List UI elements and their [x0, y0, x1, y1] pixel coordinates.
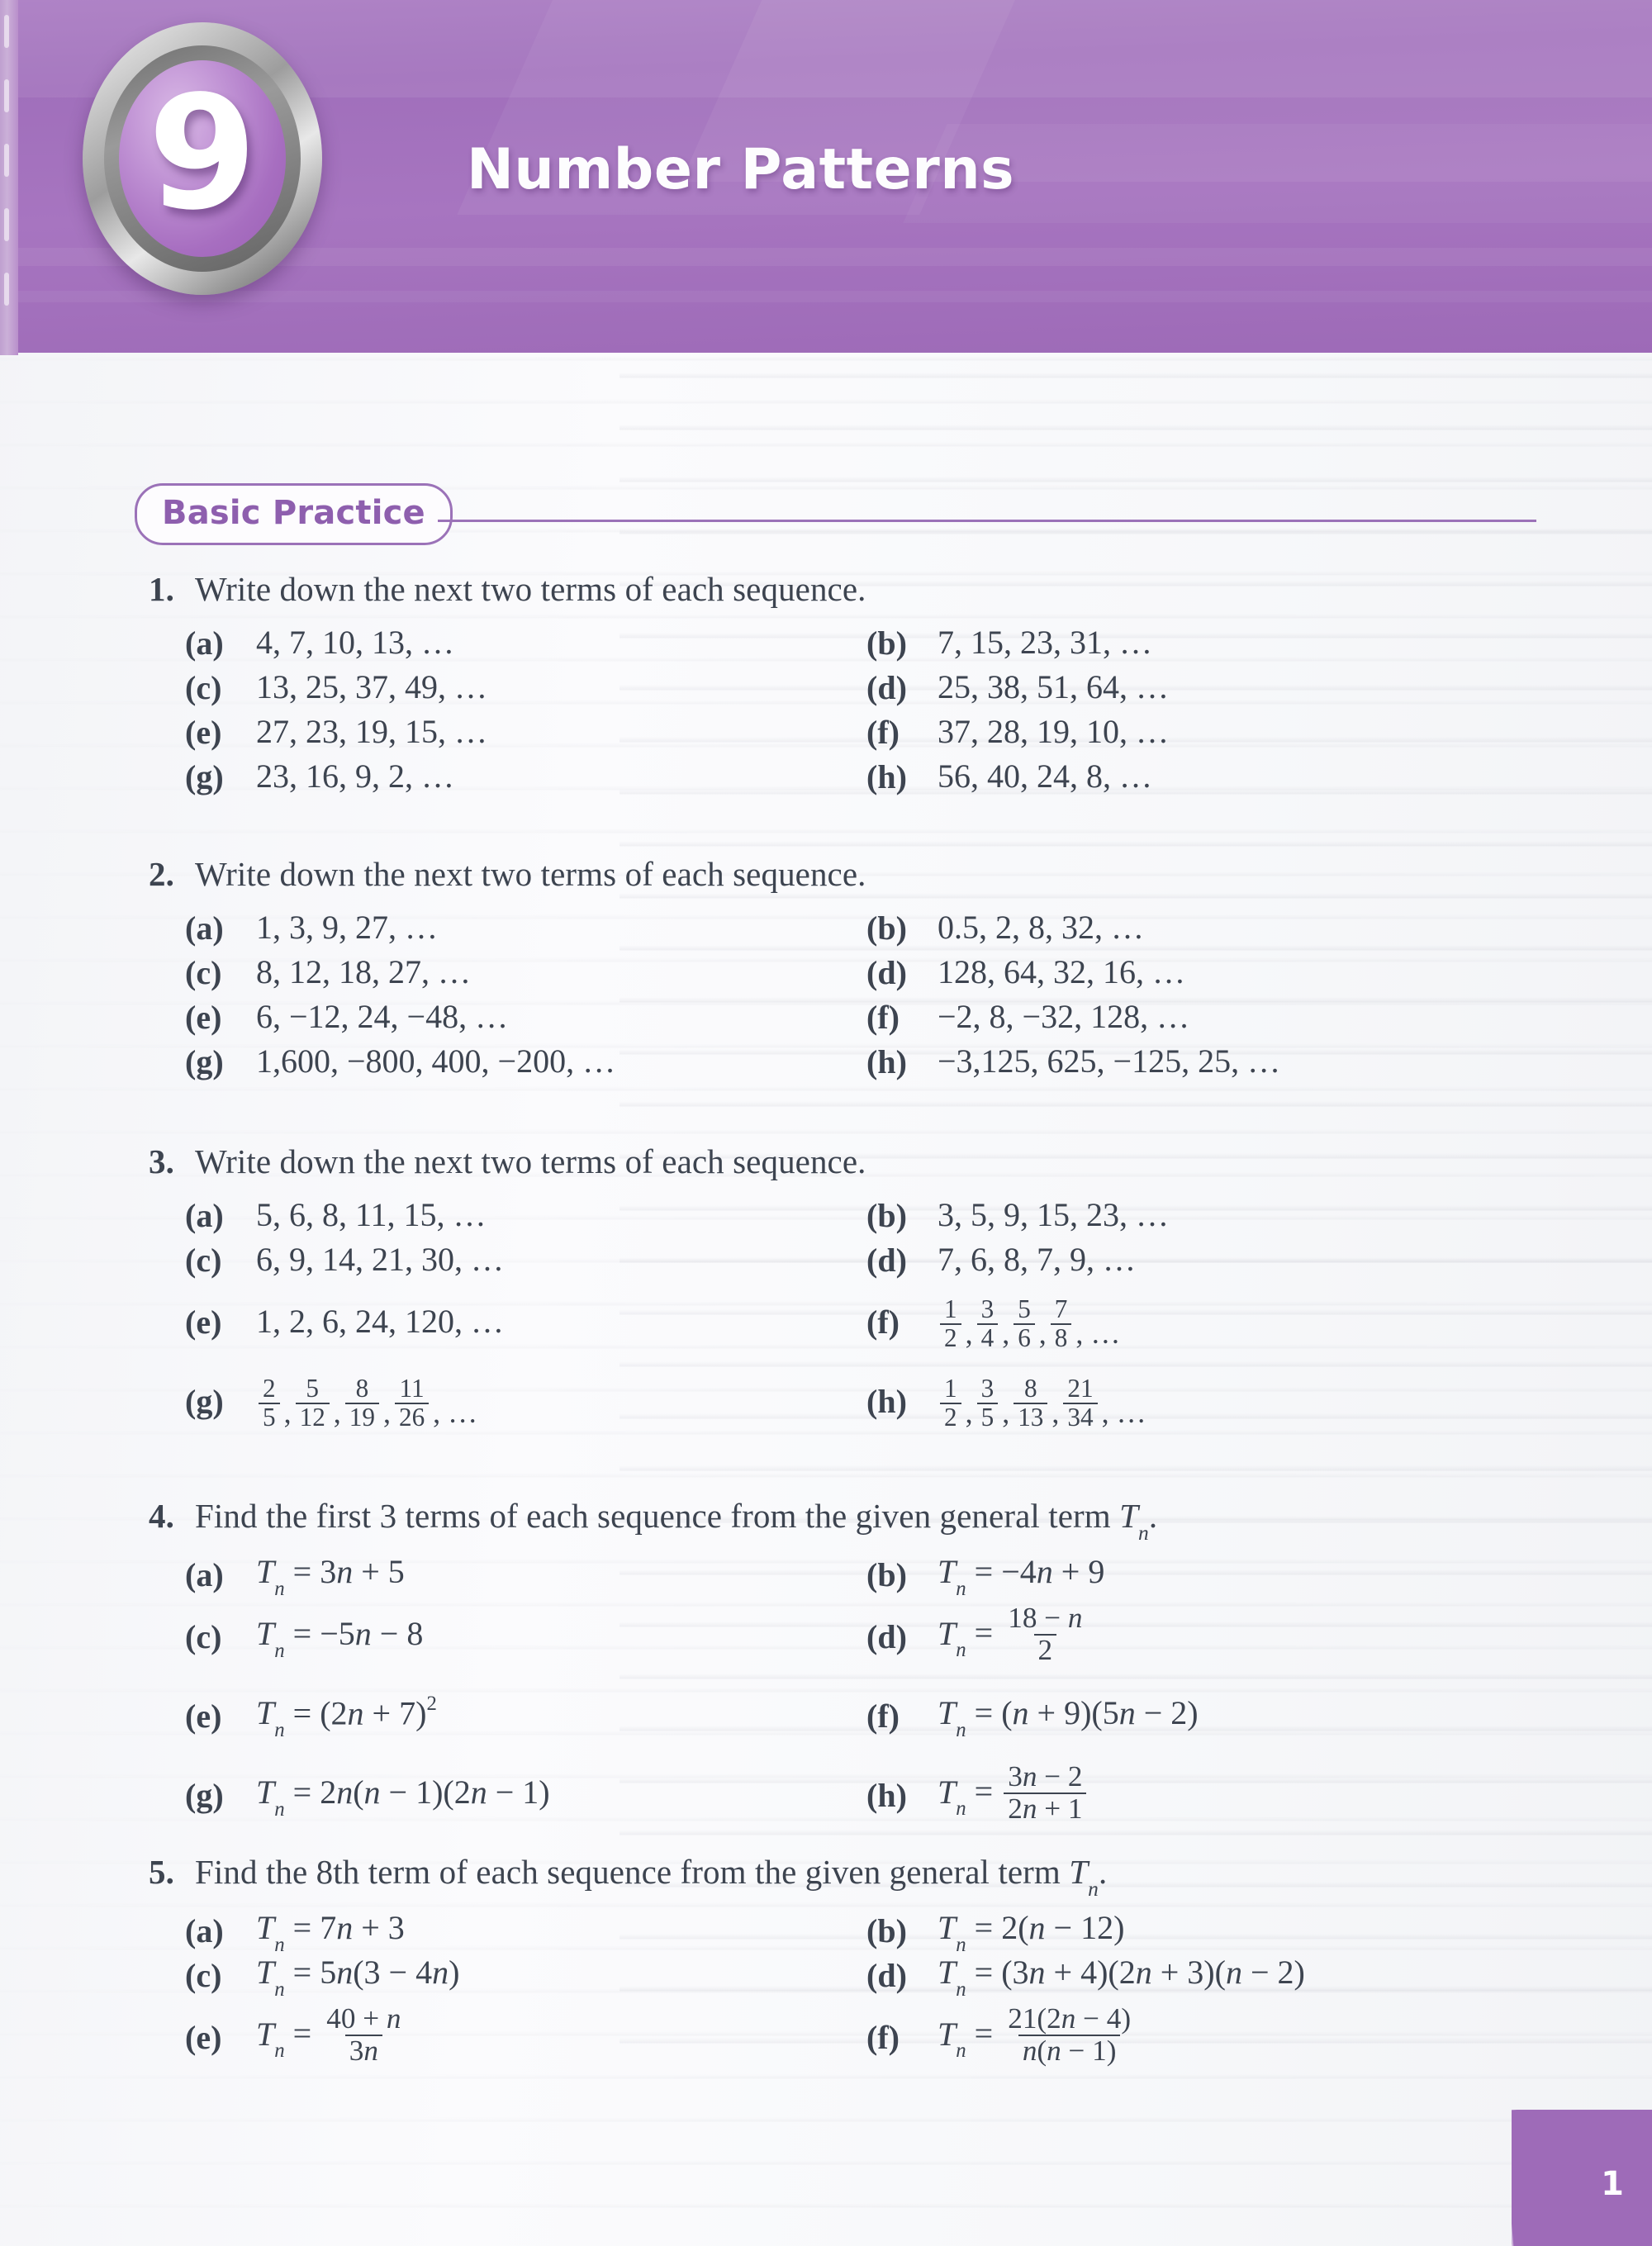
item-value: 1,600, −800, 400, −200, …: [256, 1042, 616, 1080]
binding-edge: [0, 0, 18, 355]
item-label: (h): [866, 1382, 907, 1420]
item-label: (c): [185, 953, 222, 991]
list-item: [149, 1039, 830, 1084]
question-number: 5.: [149, 1853, 174, 1891]
item-label: (c): [185, 1956, 222, 1994]
item-row: [149, 1997, 1512, 2077]
question-heading: [149, 1497, 1512, 1545]
question-text: Find the 8th term of each sequence from the given general term $T_n$.: [195, 1853, 1108, 1901]
item-value: 6, 9, 14, 21, 30, …: [256, 1241, 504, 1279]
question-number: 3.: [149, 1142, 174, 1180]
item-row: [149, 665, 1512, 710]
item-value: 128, 64, 32, 16, …: [938, 953, 1185, 991]
item-label: (d): [866, 1241, 907, 1279]
list-item: [149, 995, 830, 1039]
question-items: [149, 1552, 1512, 1835]
item-row: [149, 1676, 1512, 1755]
item-value: $T_n = 7n + 3$: [256, 1909, 405, 1956]
list-item: [830, 665, 1512, 710]
item-label: (a): [185, 1911, 224, 1949]
list-item: [149, 1193, 830, 1237]
item-label: (c): [185, 1241, 222, 1279]
item-value: 3, 5, 9, 15, 23, …: [938, 1196, 1169, 1234]
item-row: [149, 754, 1512, 799]
item-value: $T_n = -4n + 9$: [938, 1553, 1105, 1600]
page-number: 1: [1601, 2165, 1624, 2203]
item-row: [149, 1361, 1512, 1441]
list-item: [149, 620, 830, 665]
item-label: (e): [185, 2018, 222, 2056]
section-badge: [135, 483, 453, 545]
item-row: [149, 620, 1512, 665]
item-value-fractions: $\frac{1}{2}$ , $\frac{3}{5}$ , $\frac{8}{13}$ , $\frac{21}{34}$ , …: [938, 1370, 1148, 1433]
question-text: Write down the next two terms of each sequence.: [195, 1142, 866, 1180]
question-2: [149, 855, 1512, 1084]
item-value: 1, 3, 9, 27, …: [256, 909, 438, 947]
page-number-corner: [1512, 2110, 1652, 2246]
list-item: [149, 1282, 830, 1361]
list-item: [830, 1039, 1512, 1084]
corner-shape: [1512, 2110, 1652, 2246]
item-value: $T_n = 2(n - 12)$: [938, 1909, 1125, 1956]
question-3: [149, 1142, 1512, 1441]
item-value: 56, 40, 24, 8, …: [938, 757, 1152, 795]
list-item: [830, 1597, 1512, 1676]
section-header: [0, 483, 1652, 558]
item-value: 1, 2, 6, 24, 120, …: [256, 1303, 504, 1341]
item-row: [149, 995, 1512, 1039]
list-item: [830, 1282, 1512, 1361]
list-item: [830, 620, 1512, 665]
list-item: [149, 665, 830, 710]
item-row: [149, 1755, 1512, 1835]
question-heading: [149, 1142, 1512, 1181]
question-items: [149, 620, 1512, 799]
list-item: [149, 950, 830, 995]
item-row: [149, 1193, 1512, 1237]
item-label: (a): [185, 1196, 224, 1234]
item-value: 37, 28, 19, 10, …: [938, 713, 1169, 751]
item-value: 5, 6, 8, 11, 15, …: [256, 1196, 487, 1234]
list-item: [149, 1997, 830, 2077]
item-label: (a): [185, 1555, 224, 1593]
list-item: [830, 950, 1512, 995]
list-item: [830, 1908, 1512, 1956]
list-item: [149, 1953, 830, 2001]
item-label: (e): [185, 713, 222, 751]
item-label: (c): [185, 1617, 222, 1655]
item-label: (c): [185, 668, 222, 706]
question-number: 4.: [149, 1497, 174, 1535]
item-label: (e): [185, 998, 222, 1036]
item-row: [149, 1282, 1512, 1361]
list-item: [830, 710, 1512, 754]
question-text: Write down the next two terms of each sequence.: [195, 855, 866, 893]
item-value: $T_n = (3n + 4)(2n + 3)(n - 2)$: [938, 1954, 1305, 2001]
item-label: (g): [185, 1776, 224, 1814]
item-value: 0.5, 2, 8, 32, …: [938, 909, 1144, 947]
list-item: [830, 1552, 1512, 1600]
item-label: (b): [866, 624, 907, 662]
list-item: [830, 905, 1512, 950]
question-1: [149, 570, 1512, 799]
item-label: (f): [866, 1697, 900, 1735]
badge-center: [119, 60, 286, 257]
list-item: [149, 710, 830, 754]
question-items: [149, 1193, 1512, 1441]
item-value: −3,125, 625, −125, 25, …: [938, 1042, 1281, 1080]
list-item: [149, 1597, 830, 1676]
item-label: (d): [866, 1617, 907, 1655]
list-item: [830, 1676, 1512, 1755]
item-label: (e): [185, 1303, 222, 1341]
item-label: (a): [185, 909, 224, 947]
item-row: [149, 905, 1512, 950]
item-value: $T_n$ = $\frac{40 + n}{3n}$: [256, 2002, 401, 2068]
list-item: [830, 1997, 1512, 2077]
question-heading: [149, 570, 1512, 609]
item-row: [149, 950, 1512, 995]
item-row: [149, 1597, 1512, 1676]
item-value: $T_n = 3n + 5$: [256, 1553, 405, 1600]
question-number: 1.: [149, 570, 174, 608]
list-item: [830, 995, 1512, 1039]
question-items: [149, 905, 1512, 1084]
binding-holes: [2, 0, 13, 355]
chapter-number: 9: [147, 62, 258, 245]
item-value: $T_n = 5n(3 - 4n)$: [256, 1954, 460, 2001]
list-item: [149, 1237, 830, 1282]
item-value: $T_n = (n + 9)(5n - 2)$: [938, 1694, 1199, 1741]
item-value: 8, 12, 18, 27, …: [256, 953, 471, 991]
chapter-header-banner: [0, 0, 1652, 353]
question-5: [149, 1853, 1512, 2077]
list-item: [149, 754, 830, 799]
question-text: Find the first 3 terms of each sequence from the given general term $T_n$.: [195, 1497, 1158, 1545]
item-value-fractions: $\frac{1}{2}$ , $\frac{3}{4}$ , $\frac{5}{6}$ , $\frac{7}{8}$ , …: [938, 1290, 1122, 1354]
question-text: Write down the next two terms of each sequence.: [195, 570, 866, 608]
item-value: $T_n$ = $\frac{3n - 2}{2n + 1}$: [938, 1764, 1089, 1826]
item-label: (g): [185, 1382, 224, 1420]
item-row: [149, 1552, 1512, 1600]
item-value: 27, 23, 19, 15, …: [256, 713, 487, 751]
item-label: (b): [866, 1555, 907, 1593]
item-value: 13, 25, 37, 49, …: [256, 668, 487, 706]
list-item: [149, 1908, 830, 1956]
item-value: 4, 7, 10, 13, …: [256, 624, 454, 662]
question-heading: [149, 855, 1512, 894]
item-value: $T_n$ = $\frac{21(2n - 4)}{n(n - 1)}$: [938, 2002, 1132, 2068]
item-value: $T_n = (2n + 7)^2$: [256, 1693, 437, 1741]
question-4: [149, 1497, 1512, 1835]
item-label: (d): [866, 668, 907, 706]
banner-diagonal-shape: [903, 124, 1652, 223]
item-label: (g): [185, 1042, 224, 1080]
question-heading: [149, 1853, 1512, 1901]
item-row: [149, 1039, 1512, 1084]
item-label: (h): [866, 757, 907, 795]
item-label: (b): [866, 1196, 907, 1234]
item-row: [149, 1908, 1512, 1956]
list-item: [149, 1552, 830, 1600]
list-item: [830, 1755, 1512, 1835]
question-number: 2.: [149, 855, 174, 893]
item-value: −2, 8, −32, 128, …: [938, 998, 1190, 1036]
item-label: (h): [866, 1042, 907, 1080]
item-label: (e): [185, 1697, 222, 1735]
list-item: [830, 754, 1512, 799]
item-label: (f): [866, 1303, 900, 1341]
item-value: $T_n = 2n(n - 1)(2n - 1)$: [256, 1774, 550, 1821]
chapter-number-badge: [83, 22, 322, 295]
item-value: 6, −12, 24, −48, …: [256, 998, 509, 1036]
section-label: Basic Practice: [162, 494, 425, 532]
list-item: [830, 1237, 1512, 1282]
item-label: (d): [866, 953, 907, 991]
list-item: [830, 1953, 1512, 2001]
item-value: 23, 16, 9, 2, …: [256, 757, 454, 795]
list-item: [149, 1361, 830, 1441]
item-label: (g): [185, 757, 224, 795]
list-item: [830, 1361, 1512, 1441]
page-title: Number Patterns: [467, 137, 1015, 202]
list-item: [149, 905, 830, 950]
item-value: $T_n$ = $\frac{18 - n}{2}$: [938, 1602, 1083, 1667]
item-label: (a): [185, 624, 224, 662]
item-value: 25, 38, 51, 64, …: [938, 668, 1169, 706]
list-item: [830, 1193, 1512, 1237]
question-items: [149, 1908, 1512, 2077]
item-value: $T_n = -5n - 8$: [256, 1615, 424, 1662]
section-rule: [438, 520, 1536, 522]
item-label: (h): [866, 1776, 907, 1814]
item-label: (b): [866, 1911, 907, 1949]
list-item: [149, 1755, 830, 1835]
item-row: [149, 1953, 1512, 2001]
item-label: (d): [866, 1956, 907, 1994]
item-label: (f): [866, 713, 900, 751]
item-label: (f): [866, 998, 900, 1036]
item-value: 7, 6, 8, 7, 9, …: [938, 1241, 1136, 1279]
item-value-fractions: $\frac{2}{5}$ , $\frac{5}{12}$ , $\frac{8}{19}$ , $\frac{11}{26}$ , …: [256, 1370, 479, 1433]
item-label: (f): [866, 2018, 900, 2056]
item-row: [149, 1237, 1512, 1282]
item-value: 7, 15, 23, 31, …: [938, 624, 1152, 662]
item-row: [149, 710, 1512, 754]
list-item: [149, 1676, 830, 1755]
item-label: (b): [866, 909, 907, 947]
